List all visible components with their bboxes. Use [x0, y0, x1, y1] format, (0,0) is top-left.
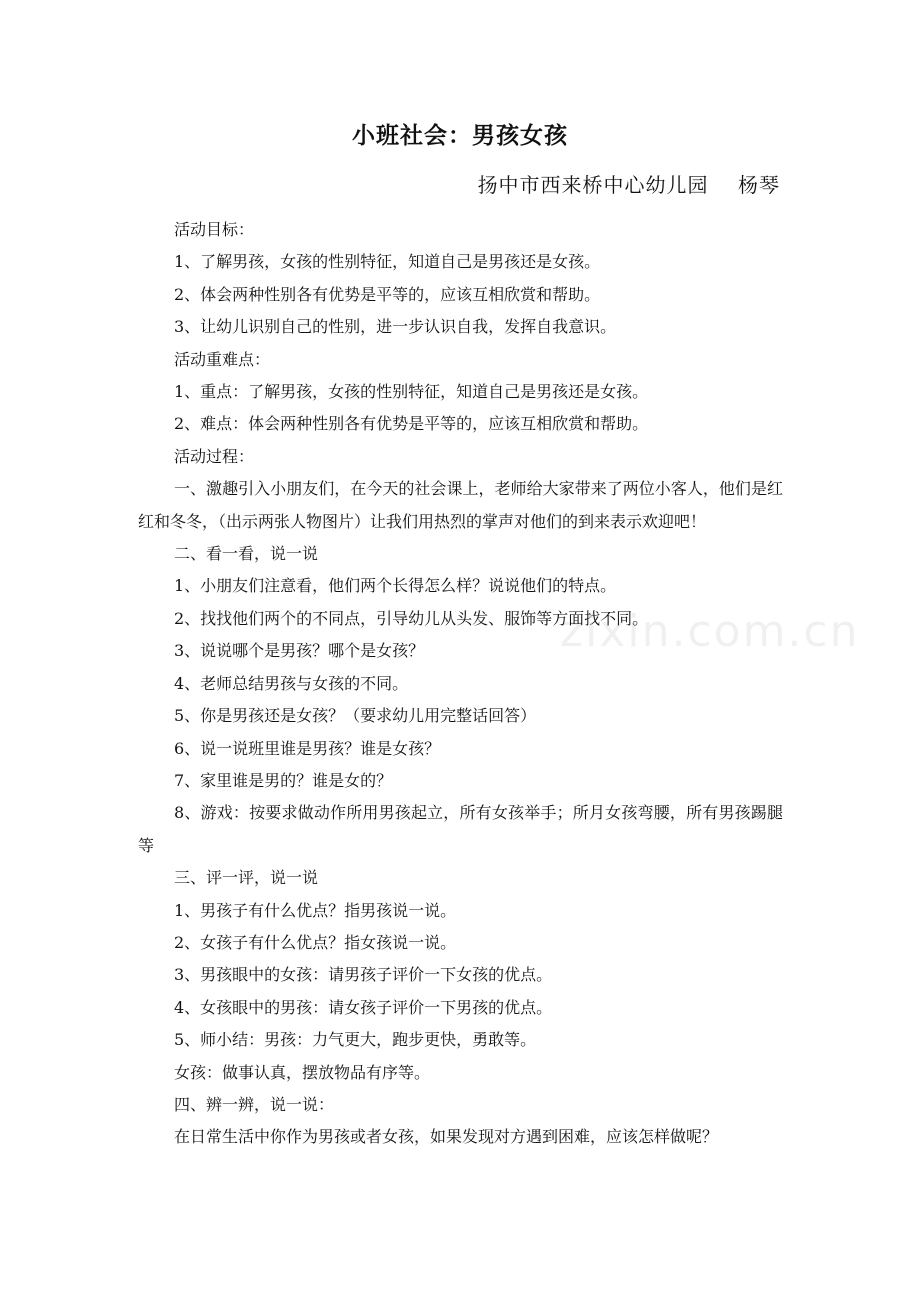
paragraph: 三、评一评，说一说 — [174, 868, 319, 888]
paragraph: 二、看一看，说一说 — [174, 544, 319, 564]
paragraph: 女孩：做事认真，摆放物品有序等。 — [174, 1062, 431, 1082]
paragraph: 2、体会两种性别各有优势是平等的，应该互相欣赏和帮助。 — [174, 284, 601, 304]
paragraph: 7、家里谁是男的？谁是女的？ — [174, 770, 393, 790]
paragraph: 四、辨一辨，说一说： — [174, 1094, 335, 1114]
paragraph: 2、女孩子有什么优点？指女孩说一说。 — [174, 932, 457, 952]
paragraph: 5、你是男孩还是女孩？（要求幼儿用完整话回答） — [174, 706, 537, 726]
paragraph: 2、找找他们两个的不同点，引导幼儿从头发、服饰等方面找不同。 — [174, 608, 649, 628]
paragraph: 3、说说哪个是男孩？哪个是女孩？ — [174, 641, 425, 661]
paragraph: 1、重点：了解男孩，女孩的性别特征，知道自己是男孩还是女孩。 — [174, 382, 649, 402]
paragraph: 5、师小结：男孩：力气更大，跑步更快，勇敢等。 — [174, 1030, 537, 1050]
paragraph: 活动目标： — [174, 220, 255, 239]
paragraph: 1、男孩子有什么优点？指男孩说一说。 — [174, 900, 457, 920]
paragraph: 8、游戏：按要求做动作所用男孩起立，所有女孩举手；所月女孩弯腰，所有男孩踢腿等 — [138, 803, 783, 855]
paragraph: 1、小朋友们注意看，他们两个长得怎么样？说说他们的特点。 — [174, 576, 617, 596]
paragraph: 一、激趣引入小朋友们，在今天的社会课上，老师给大家带来了两位小客人，他们是红红和冬冬，（出示两张人物图片）让我们用热烈的掌声对他们的到来表示欢迎吧！ — [138, 479, 783, 531]
document-author: 扬中市西来桥中心幼儿园 杨琴 — [477, 173, 780, 197]
paragraph: 3、男孩眼中的女孩：请男孩子评价一下女孩的优点。 — [174, 965, 553, 985]
paragraph: 4、老师总结男孩与女孩的不同。 — [174, 673, 409, 693]
document-body — [138, 214, 783, 1154]
paragraph: 在日常生活中你作为男孩或者女孩，如果发现对方遇到困难，应该怎样做呢？ — [174, 1127, 719, 1147]
paragraph: 3、让幼儿识别自己的性别，进一步认识自我，发挥自我意识。 — [174, 317, 617, 337]
paragraph: 1、了解男孩，女孩的性别特征，知道自己是男孩还是女孩。 — [174, 252, 601, 272]
paragraph: 2、难点：体会两种性别各有优势是平等的，应该互相欣赏和帮助。 — [174, 414, 649, 434]
paragraph: 活动重难点： — [174, 349, 271, 369]
paragraph: 4、女孩眼中的男孩：请女孩子评价一下男孩的优点。 — [174, 997, 553, 1017]
paragraph: 6、说一说班里谁是男孩？谁是女孩？ — [174, 738, 441, 758]
watermark: zixin.com.cn — [560, 606, 860, 657]
document-title: 小班社会：男孩女孩 — [352, 123, 568, 149]
paragraph: 活动过程： — [174, 446, 255, 466]
